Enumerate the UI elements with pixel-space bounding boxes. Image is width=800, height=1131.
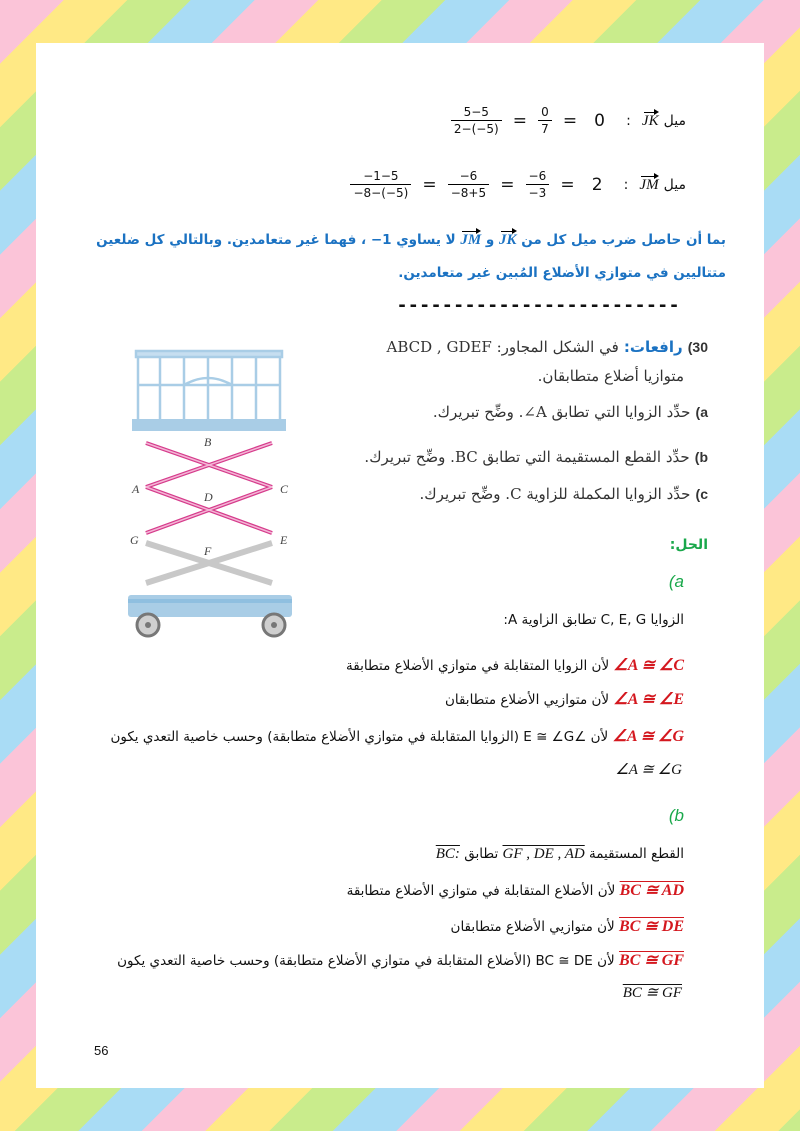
b-line-3: BC ≅ GF لأن BC ≅ DE (الأضلاع المتقابلة في متوازي الأضلاع متطابقة) وحسب خاصية التعدي يكون	[117, 952, 684, 969]
part-b-label: (b	[668, 806, 684, 825]
question-title: رافعات:	[623, 338, 683, 356]
a-line-3: ∠A ≅ ∠G لأن ∠E ≅ ∠G (الزوايا المتقابلة في متوازي الأضلاع متطابقة) وحسب خاصية التعدي يكون	[110, 728, 684, 745]
scissor-lift-figure	[124, 343, 316, 643]
question-number: 30)	[687, 339, 708, 355]
label-e: E	[280, 533, 288, 547]
a-line-1: ∠A ≅ ∠C لأن الزوايا المتقابلة في متوازي الأضلاع متطابقة	[346, 657, 684, 674]
question-c: c) حدِّد الزوايا المكملة للزاوية C. وضِّح تبريرك.	[419, 485, 708, 503]
question-b: b) حدِّد القطع المستقيمة التي تطابق BC. وضِّح تبريرك.	[364, 448, 708, 466]
lift-platform-deck	[132, 419, 286, 431]
vector-jm: JM	[639, 174, 658, 194]
frac1: $\frac{5-5}{2-(-5)}$	[451, 105, 502, 136]
slope-label: ميل	[663, 113, 686, 129]
b-intro: القطع المستقيمة GF , DE , AD تطابق BC:	[435, 846, 684, 862]
separator: -------------------------	[396, 295, 680, 316]
a-line-4: ∠A ≅ ∠G	[615, 762, 682, 778]
b-line-1: BC ≅ AD لأن الأضلاع المتقابلة في متوازي الأضلاع متطابقة	[346, 882, 684, 899]
conclusion-line-1: بما أن حاصل ضرب ميل كل من JK و JM لا يساوي 1− ، فهما غير متعامدين. وبالتالي كل ضلعين	[96, 229, 726, 249]
question-a: a) حدِّد الزوايا التي تطابق A∠. وضِّح تبريرك.	[432, 403, 708, 421]
slope-jm-equation: $\frac{-1-5}{-8-(-5)}$ = $\frac{-6}{-8+5}$ = $\frac{-6}{-3}$ = 2 : JM ميل	[350, 169, 686, 200]
label-b: B	[204, 435, 212, 449]
part-a-label: (a	[668, 572, 684, 591]
a-intro: الزوايا C, E, G تطابق الزاوية A:	[503, 612, 684, 628]
solution-heading: الحل:	[669, 537, 708, 553]
conclusion-line-2: متتاليين في متوازي الأضلاع المُبين غير متعامدين.	[398, 265, 726, 281]
slope-jk-equation: $\frac{5-5}{2-(-5)}$ = $\frac{0}{7}$ = 0 : JK ميل	[451, 105, 686, 136]
document-page	[36, 43, 764, 1088]
label-d: D	[204, 490, 213, 504]
frac2: $\frac{0}{7}$	[538, 105, 552, 136]
b-line-2: BC ≅ DE لأن متوازيي الأضلاع متطابقان	[450, 918, 684, 935]
question-line-2: متوازيا أضلاع متطابقان.	[537, 367, 684, 385]
label-c: C	[280, 482, 289, 496]
lift-platform-rail	[136, 351, 282, 423]
label-f: F	[204, 544, 212, 558]
lift-pink-scissor	[146, 443, 272, 533]
page-number: 56	[94, 1043, 109, 1058]
question-line-1: 30) رافعات: في الشكل المجاور: ABCD , GDEF	[386, 338, 708, 356]
b-line-4: BC ≅ GF	[622, 985, 682, 1001]
label-g: G	[130, 533, 139, 547]
a-line-2: ∠A ≅ ∠E لأن متوازيي الأضلاع متطابقان	[444, 691, 684, 708]
vector-jk: JK	[642, 110, 659, 130]
label-a: A	[132, 482, 140, 496]
